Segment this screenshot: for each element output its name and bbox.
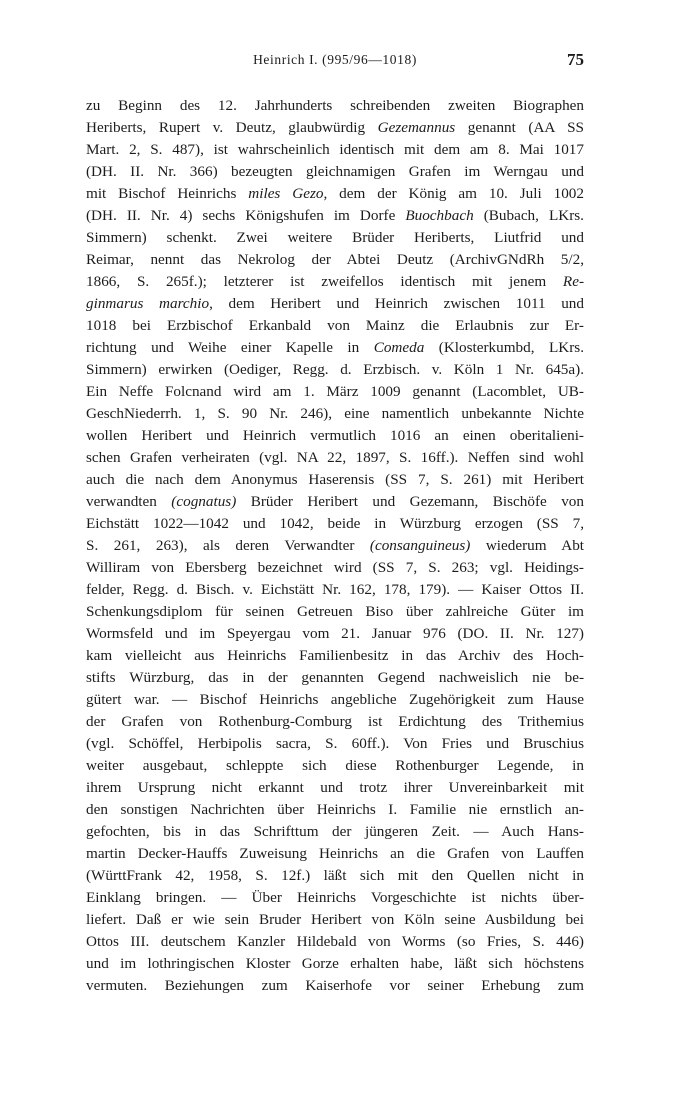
text-segment: liefert. Daß er wie sein Bruder Heribert von Köln seine Ausbildung bei (86, 911, 584, 928)
text-line (86, 931, 584, 953)
text-segment: (vgl. Schöffel, Herbipolis sacra, S. 60ff.). Von Fries und Bruschius (86, 735, 584, 752)
text-line (86, 469, 584, 491)
body-text (86, 95, 584, 997)
text-line (86, 271, 584, 293)
running-head (86, 52, 584, 72)
text-line (86, 865, 584, 887)
text-line (86, 689, 584, 711)
italic-text: ginmarus marchio (86, 295, 210, 312)
text-segment: Wormsfeld und im Speyergau vom 21. Januar 976 (DO. II. Nr. 127) (86, 625, 584, 642)
text-line (86, 491, 584, 513)
text-segment: felder, Regg. d. Bisch. v. Eichstätt Nr. 162, 178, 179). — Kaiser Ottos II. (86, 581, 584, 598)
text-segment: auch die nach dem Anonymus Haserensis (SS 7, S. 261) mit Heribert (86, 471, 584, 488)
text-line (86, 139, 584, 161)
text-segment: S. 261, 263), als deren Verwandter (86, 537, 370, 554)
text-line (86, 337, 584, 359)
text-line (86, 601, 584, 623)
text-segment: (DH. II. Nr. 4) sechs Königshufen im Dorfe (86, 207, 406, 224)
text-segment: (DH. II. Nr. 366) bezeugten gleichnamigen Grafen im Werngau und (86, 163, 584, 180)
text-line (86, 645, 584, 667)
text-segment: Simmern) erwirken (Oediger, Regg. d. Erzbisch. v. Köln 1 Nr. 645a). (86, 361, 584, 378)
running-title: Heinrich I. (995/96—1018) (253, 52, 417, 67)
text-segment: den sonstigen Nachrichten über Heinrichs I. Familie nie ernstlich an- (86, 801, 584, 818)
text-segment: Simmern) schenkt. Zwei weitere Brüder Heriberts, Liutfrid und (86, 229, 584, 246)
text-line (86, 909, 584, 931)
text-line (86, 447, 584, 469)
italic-text: Re- (562, 273, 584, 290)
text-segment: vermuten. Beziehungen zum Kaiserhofe vor seiner Erhebung zum (86, 977, 584, 994)
text-line (86, 843, 584, 865)
text-segment: Brüder Heribert und Gezemann, Bischöfe von (236, 493, 584, 510)
text-line (86, 359, 584, 381)
text-line (86, 161, 584, 183)
text-line (86, 557, 584, 579)
text-segment: Reimar, nennt das Nekrolog der Abtei Deutz (ArchivGNdRh 5/2, (86, 251, 584, 268)
text-segment: schen Grafen verheiraten (vgl. NA 22, 1897, S. 16ff.). Neffen sind wohl (86, 449, 584, 466)
text-line (86, 117, 584, 139)
text-line (86, 227, 584, 249)
text-segment: martin Decker-Hauffs Zuweisung Heinrichs an die Grafen von Lauffen (86, 845, 584, 862)
text-line (86, 381, 584, 403)
text-segment: mit Bischof Heinrichs (86, 185, 249, 202)
text-segment: kam vielleicht aus Heinrichs Familienbesitz in das Archiv des Hoch- (86, 647, 584, 664)
text-segment: Eichstätt 1022—1042 und 1042, beide in Würzburg erzogen (SS 7, (86, 515, 584, 532)
text-segment: , dem der König am 10. Juli 1002 (323, 185, 584, 202)
text-segment: stifts Würzburg, das in der genannten Gegend nachweislich nie be- (86, 669, 584, 686)
text-segment: , dem Heribert und Heinrich zwischen 1011 und (209, 295, 584, 312)
text-segment: 1018 bei Erzbischof Erkanbald von Mainz die Erlaubnis zur Er- (86, 317, 584, 334)
text-segment: 1866, S. 265f.); letzterer ist zweifellos identisch mit jenem (86, 273, 563, 290)
text-segment: verwandten (86, 493, 172, 510)
text-segment: und im lothringischen Kloster Gorze erhalten habe, läßt sich höchstens (86, 955, 584, 972)
text-line (86, 711, 584, 733)
text-line (86, 953, 584, 975)
italic-text: miles Gezo (248, 185, 324, 202)
italic-text: Comeda (373, 339, 425, 356)
text-segment: (Klosterkumbd, LKrs. (424, 339, 584, 356)
text-segment: Williram von Ebersberg bezeichnet wird (SS 7, S. 263; vgl. Heidings- (86, 559, 584, 576)
text-segment: Ein Neffe Folcnand wird am 1. März 1009 genannt (Lacomblet, UB- (86, 383, 584, 400)
page-number: 75 (567, 50, 584, 69)
text-line (86, 975, 584, 997)
text-line (86, 799, 584, 821)
text-segment: Einklang bringen. — Über Heinrichs Vorgeschichte ist nichts über- (86, 889, 584, 906)
text-line (86, 535, 584, 557)
text-segment: Heriberts, Rupert v. Deutz, glaubwürdig (86, 119, 378, 136)
italic-text: (consanguineus) (369, 537, 471, 554)
text-line (86, 623, 584, 645)
text-segment: der Grafen von Rothenburg-Comburg ist Erdichtung des Trithemius (86, 713, 584, 730)
text-line (86, 403, 584, 425)
text-line (86, 293, 584, 315)
text-segment: GeschNiederrh. 1, S. 90 Nr. 246), eine namentlich unbekannte Nichte (86, 405, 584, 422)
text-segment: ihrem Ursprung nicht erkannt und trotz ihrer Unvereinbarkeit mit (86, 779, 584, 796)
text-segment: genannt (AA SS (455, 119, 584, 136)
text-segment: wiederum Abt (470, 537, 584, 554)
text-line (86, 755, 584, 777)
text-segment: (WürttFrank 42, 1958, S. 12f.) läßt sich mit den Quellen nicht in (86, 867, 584, 884)
text-line (86, 425, 584, 447)
italic-text: Buochbach (405, 207, 474, 224)
text-line (86, 249, 584, 271)
text-line (86, 513, 584, 535)
italic-text: (cognatus) (171, 493, 237, 510)
text-line (86, 733, 584, 755)
text-segment: weiter ausgebaut, schleppte sich diese Rothenburger Legende, in (86, 757, 584, 774)
text-line (86, 887, 584, 909)
text-segment: richtung und Weihe einer Kapelle in (86, 339, 374, 356)
text-segment: wollen Heribert und Heinrich vermutlich 1016 an einen oberitalieni- (86, 427, 584, 444)
text-line (86, 667, 584, 689)
text-line (86, 821, 584, 843)
text-segment: Schenkungsdiplom für seinen Getreuen Biso über zahlreiche Güter im (86, 603, 584, 620)
text-line (86, 579, 584, 601)
text-line (86, 205, 584, 227)
text-line (86, 95, 584, 117)
text-line (86, 315, 584, 337)
text-segment: (Bubach, LKrs. (473, 207, 584, 224)
text-segment: Ottos III. deutschem Kanzler Hildebald von Worms (so Fries, S. 446) (86, 933, 584, 950)
text-segment: zu Beginn des 12. Jahrhunderts schreibenden zweiten Biographen (86, 97, 584, 114)
text-line (86, 777, 584, 799)
text-segment: gefochten, bis in das Schrifttum der jüngeren Zeit. — Auch Hans- (86, 823, 584, 840)
text-line (86, 183, 584, 205)
text-segment: gütert war. — Bischof Heinrichs angebliche Zugehörigkeit zum Hause (86, 691, 584, 708)
text-segment: Mart. 2, S. 487), ist wahrscheinlich identisch mit dem am 8. Mai 1017 (86, 141, 584, 158)
italic-text: Gezemannus (377, 119, 456, 136)
